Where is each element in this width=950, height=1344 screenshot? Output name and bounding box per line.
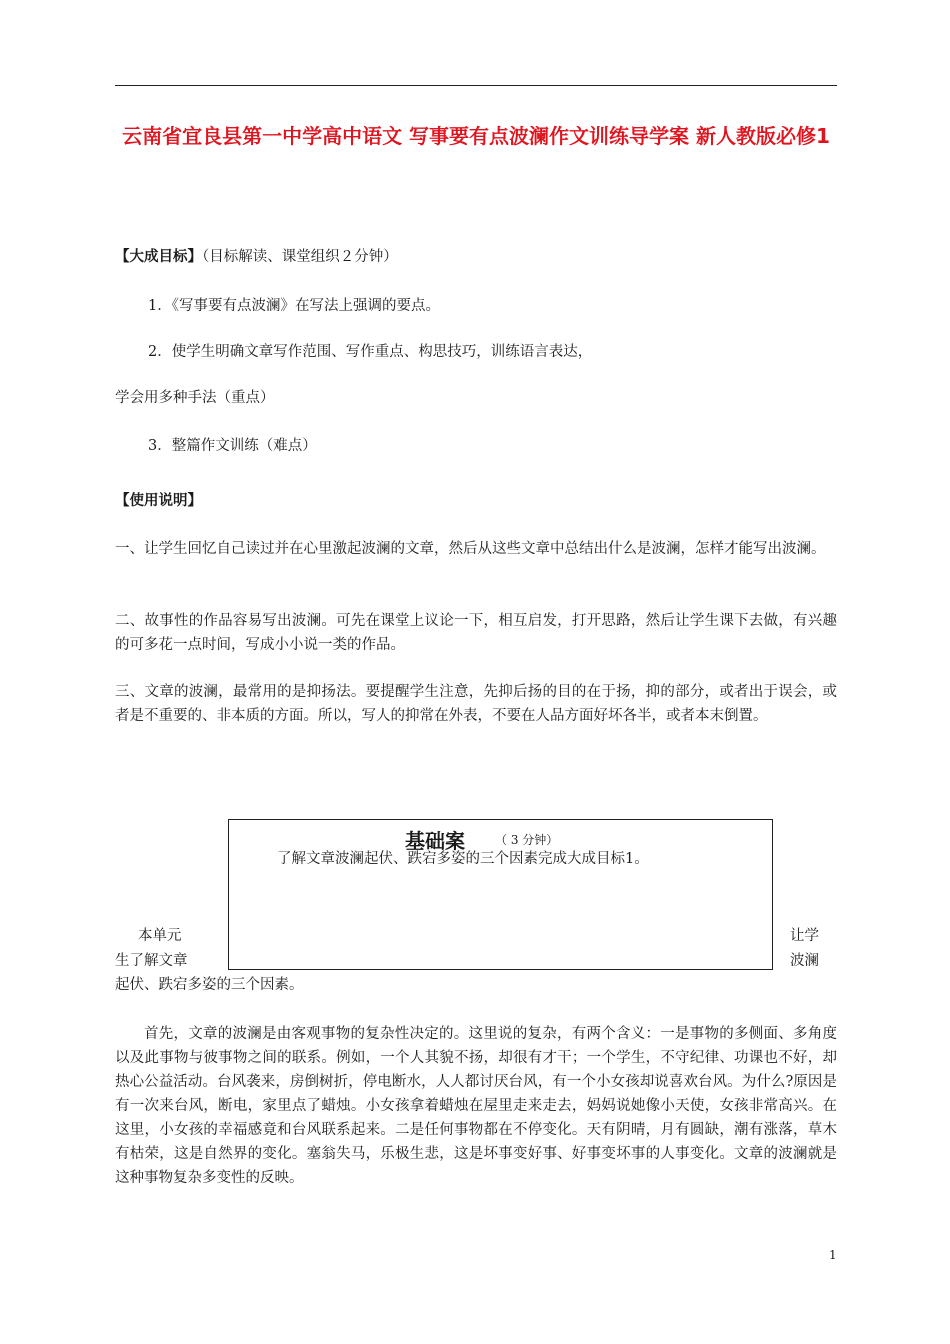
body-paragraph: 首先，文章的波澜是由客观事物的复杂性决定的。这里说的复杂，有两个含义：一是事物的多侧面、多角度以及此事物与彼事物之间的联系。例如，一个人其貌不扬，却很有才干；一个学生，不守纪律、功课也不好，却热心公益活动。台风袭来，房倒树折，停电断水，人人都讨厌台风，有一个小女孩却说喜欢台风。为什么?原因是有一次来台风，断电，家里点了蜡烛。小女孩拿着蜡烛在屋里走来走去，妈妈说她像小天使，女孩非常高兴。在这里，小女孩的幸福感竟和台风联系起来。二是任何事物都在不停变化。天有阴晴，月有圆缺，潮有涨落，草木有枯荣，这是自然界的变化。塞翁失马，乐极生悲，这是坏事变好事、好事变坏事的人事变化。文章的波澜就是这种事物复杂多变性的反映。 bbox=[115, 1026, 837, 1186]
header-rule bbox=[115, 85, 837, 86]
page-number: 1 bbox=[829, 1248, 837, 1262]
objective-item-2-cont: 学会用多种手法（重点） bbox=[115, 390, 275, 406]
side-text-line-3: 起伏、跌宕多姿的三个因素。 bbox=[115, 977, 304, 993]
usage-para-1: 一、让学生回忆自己读过并在心里激起波澜的文章，然后从这些文章中总结出什么是波澜，怎样才能写出波澜。 bbox=[115, 541, 826, 557]
objectives-note: （目标解读、课堂组织２分钟） bbox=[202, 249, 398, 265]
document-title: 云南省宜良县第一中学高中语文 写事要有点波澜作文训练导学案 新人教版必修1 bbox=[122, 124, 830, 148]
objective-item-2: 2．使学生明确文章写作范围、写作重点、构思技巧，训练语言表达， bbox=[148, 344, 593, 360]
usage-para-3: 三、文章的波澜，最常用的是抑扬法。要提醒学生注意，先抑后扬的目的在于扬，抑的部分，或者出于误会，或者是不重要的、非本质的方面。所以，写人的抑常在外表，不要在人品方面好坏各半，或者本末倒置。 bbox=[115, 684, 837, 724]
usage-heading: 【使用说明】 bbox=[115, 493, 202, 509]
box-title: 基础案 bbox=[405, 829, 465, 853]
basic-section-box bbox=[228, 819, 773, 970]
objectives-line bbox=[115, 245, 398, 269]
side-text-left-1: 本单元 bbox=[138, 928, 182, 944]
side-text-right-2: 波澜 bbox=[790, 953, 819, 969]
objective-item-3: 3．整篇作文训练（难点） bbox=[148, 438, 317, 454]
side-text-left-2: 生了解文章 bbox=[115, 953, 188, 969]
box-time: （ 3 分钟） bbox=[495, 833, 559, 847]
usage-para-2: 二、故事性的作品容易写出波澜。可先在课堂上议论一下，相互启发，打开思路，然后让学生课下去做，有兴趣的可多花一点时间，写成小小说一类的作品。 bbox=[115, 613, 837, 653]
box-text: 了解文章波澜起伏、跌宕多姿的三个因素完成大成目标1。 bbox=[277, 851, 649, 867]
objectives-heading: 【大成目标】 bbox=[115, 249, 202, 265]
side-text-right-1: 让学 bbox=[790, 928, 819, 944]
objective-item-1: 1．《写事要有点波澜》在写法上强调的要点。 bbox=[148, 298, 440, 314]
